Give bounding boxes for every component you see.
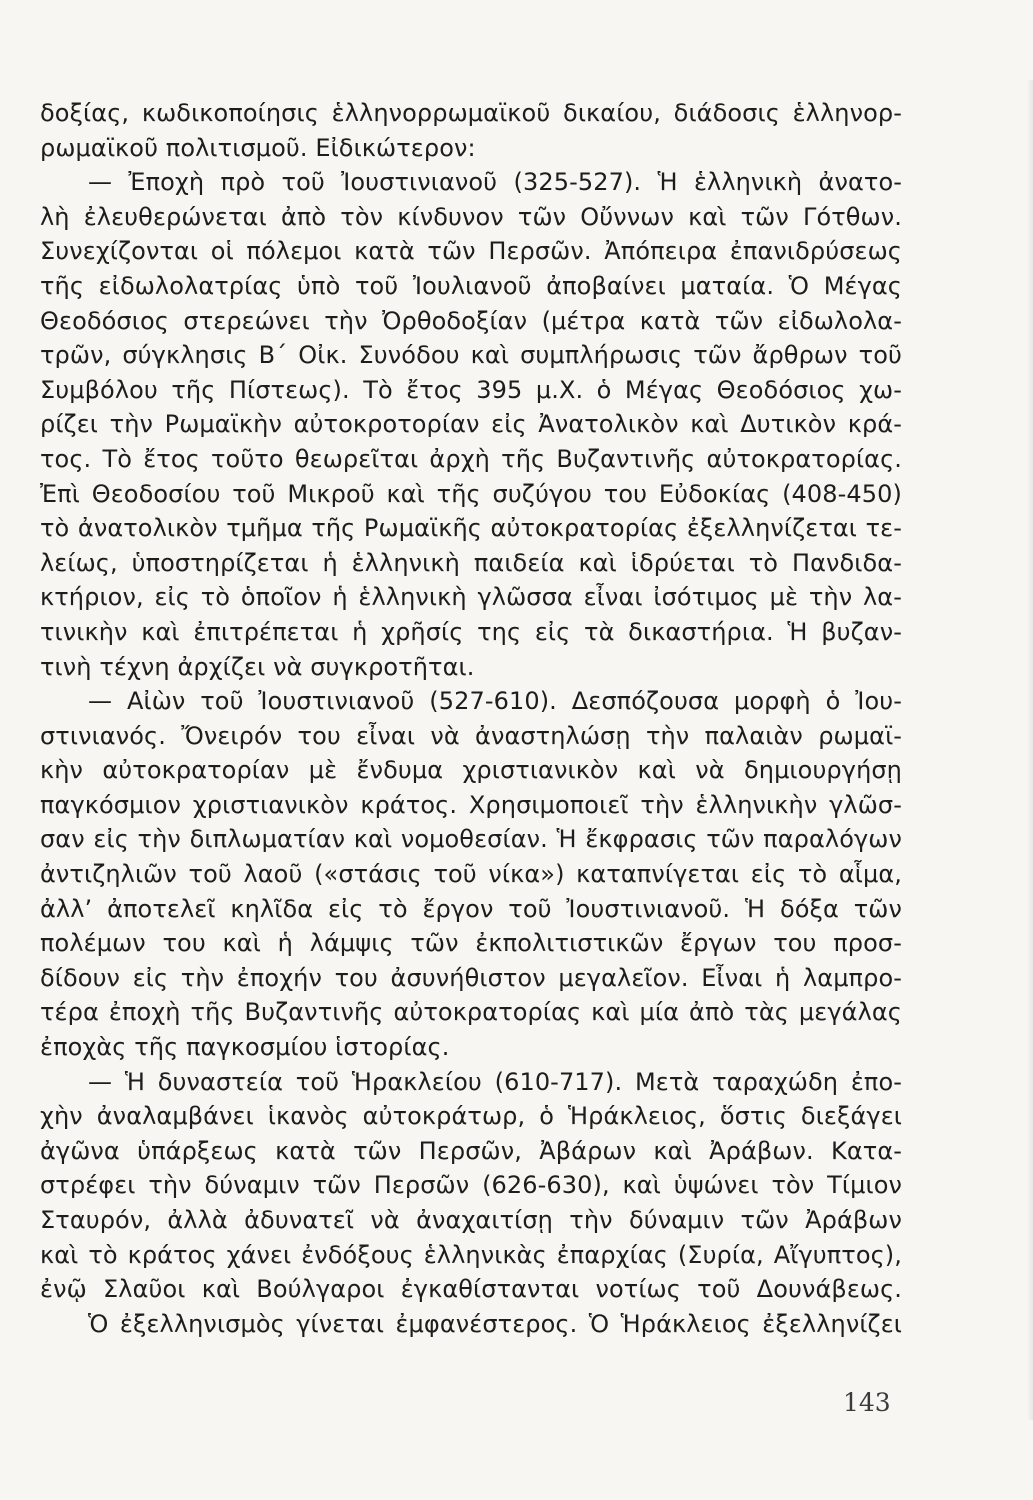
text-line: δοξίας, κωδικοποίησις ἑλληνορρωμαϊκοῦ δικαίου, διάδοσις ἑλληνορ- — [40, 99, 902, 127]
text-line: τρῶν, σύγκλησις Β´ Οἰκ. Συνόδου καὶ συμπλήρωσις τῶν ἄρθρων τοῦ — [40, 341, 902, 370]
text-line: — Ἐποχὴ πρὸ τοῦ Ἰουστινιανοῦ (325-527). Ἡ ἑλληνικὴ ἀνατο- — [88, 168, 902, 197]
text-line: στρέφει τὴν δύναμιν τῶν Περσῶν (626-630), καὶ ὑψώνει τὸν Τίμιον — [40, 1171, 902, 1200]
text-line: ἀντιζηλιῶν τοῦ λαοῦ («στάσις τοῦ νίκα») καταπνίγεται εἰς τὸ αἷμα, — [40, 860, 902, 889]
text-line: τῆς εἰδωλολατρίας ὑπὸ τοῦ Ἰουλιανοῦ ἀποβαίνει ματαία. Ὁ Μέγας — [40, 271, 902, 300]
text-line: Θεοδόσιος στερεώνει τὴν Ὀρθοδοξίαν (μέτρα κατὰ τῶν εἰδωλολα- — [40, 306, 902, 335]
text-line: τὸ ἀνατολικὸν τμῆμα τῆς Ρωμαϊκῆς αὐτοκρατορίας ἐξελληνίζεται τε- — [40, 514, 902, 543]
text-line: τέρα ἐποχὴ τῆς Βυζαντινῆς αὐτοκρατορίας καὶ μία ἀπὸ τὰς μεγάλας — [40, 998, 902, 1027]
text-line: ἐνῷ Σλαῦοι καὶ Βούλγαροι ἐγκαθίστανται νοτίως τοῦ Δουνάβεως. — [40, 1275, 902, 1304]
text-line: — Ἡ δυναστεία τοῦ Ἡρακλείου (610-717). Μετὰ ταραχώδη ἐπο- — [88, 1067, 902, 1096]
text-line: Συνεχίζονται οἱ πόλεμοι κατὰ τῶν Περσῶν. Ἀπόπειρα ἐπανιδρύσεως — [40, 237, 902, 266]
text-line: Ἐπὶ Θεοδοσίου τοῦ Μικροῦ καὶ τῆς συζύγου του Εὐδοκίας (408-450) — [40, 479, 902, 508]
text-line: παγκόσμιον χριστιανικὸν κράτος. Χρησιμοποιεῖ τὴν ἑλληνικὴν γλῶσ- — [40, 790, 902, 819]
text-line: — Αἰὼν τοῦ Ἰουστινιανοῦ (527-610). Δεσπόζουσα μορφὴ ὁ Ἰου- — [88, 687, 902, 716]
text-line: τινὴ τέχνη ἀρχίζει νὰ συγκροτῆται. — [40, 652, 475, 681]
text-line: στινιανός. Ὄνειρόν του εἶναι νὰ ἀναστηλώσῃ τὴν παλαιὰν ρωμαϊ- — [40, 721, 902, 750]
text-line: πολέμων του καὶ ἡ λάμψις τῶν ἐκπολιτιστικῶν ἔργων του προσ- — [40, 929, 902, 958]
text-line: κτήριον, εἰς τὸ ὁποῖον ἡ ἑλληνικὴ γλῶσσα εἶναι ἰσότιμος μὲ τὴν λα- — [40, 583, 902, 612]
text-line: τινικὴν καὶ ἐπιτρέπεται ἡ χρῆσίς της εἰς τὰ δικαστήρια. Ἡ βυζαν- — [40, 617, 902, 646]
text-line: Σταυρόν, ἀλλὰ ἀδυνατεῖ νὰ ἀναχαιτίσῃ τὴν δύναμιν τῶν Ἀράβων — [40, 1206, 902, 1234]
text-line: ρίζει τὴν Ρωμαϊκὴν αὐτοκροτορίαν εἰς Ἀνατολικὸν καὶ Δυτικὸν κρά- — [40, 410, 902, 439]
text-line: λείως, ὑποστηρίζεται ἡ ἑλληνικὴ παιδεία καὶ ἱδρύεται τὸ Πανδιδα- — [40, 548, 902, 577]
text-line: χὴν ἀναλαμβάνει ἱκανὸς αὐτοκράτωρ, ὁ Ἡράκλειος, ὅστις διεξάγει — [40, 1102, 902, 1131]
text-line: κὴν αὐτοκρατορίαν μὲ ἔνδυμα χριστιανικὸν καὶ νὰ δημιουργήσῃ — [40, 756, 902, 785]
text-line: ἀλλ’ ἀποτελεῖ κηλῖδα εἰς τὸ ἔργον τοῦ Ἰουστινιανοῦ. Ἡ δόξα τῶν — [40, 894, 902, 923]
text-line: ρωμαϊκοῦ πολιτισμοῦ. Εἰδικώτερον: — [40, 133, 476, 162]
body-text — [40, 96, 902, 1341]
text-line: Ὁ ἐξελληνισμὸς γίνεται ἐμφανέστερος. Ὁ Ἡράκλειος ἐξελληνίζει — [88, 1309, 902, 1338]
text-line: καὶ τὸ κράτος χάνει ἐνδόξους ἑλληνικὰς ἐπαρχίας (Συρία, Αἴγυπτος), — [40, 1240, 902, 1269]
text-line: ἀγῶνα ὑπάρξεως κατὰ τῶν Περσῶν, Ἀβάρων καὶ Ἀράβων. Κατα- — [40, 1136, 902, 1165]
text-line: σαν εἰς τὴν διπλωματίαν καὶ νομοθεσίαν. Ἡ ἔκφρασις τῶν παραλόγων — [40, 825, 902, 854]
text-line: ἐποχὰς τῆς παγκοσμίου ἱστορίας. — [40, 1033, 450, 1062]
page-number: 143 — [843, 1388, 891, 1417]
text-line: τος. Τὸ ἔτος τοῦτο θεωρεῖται ἀρχὴ τῆς Βυζαντινῆς αὐτοκρατορίας. — [40, 444, 902, 473]
text-line: λὴ ἐλευθερώνεται ἀπὸ τὸν κίνδυνον τῶν Οὔννων καὶ τῶν Γότθων. — [40, 202, 902, 231]
text-line: Συμβόλου τῆς Πίστεως). Τὸ ἔτος 395 μ.Χ. ὁ Μέγας Θεοδόσιος χω- — [40, 375, 902, 404]
text-line: δίδουν εἰς τὴν ἐποχήν του ἀσυνήθιστον μεγαλεῖον. Εἶναι ἡ λαμπρο- — [40, 963, 902, 992]
page-edge-shadow — [1027, 80, 1033, 1420]
